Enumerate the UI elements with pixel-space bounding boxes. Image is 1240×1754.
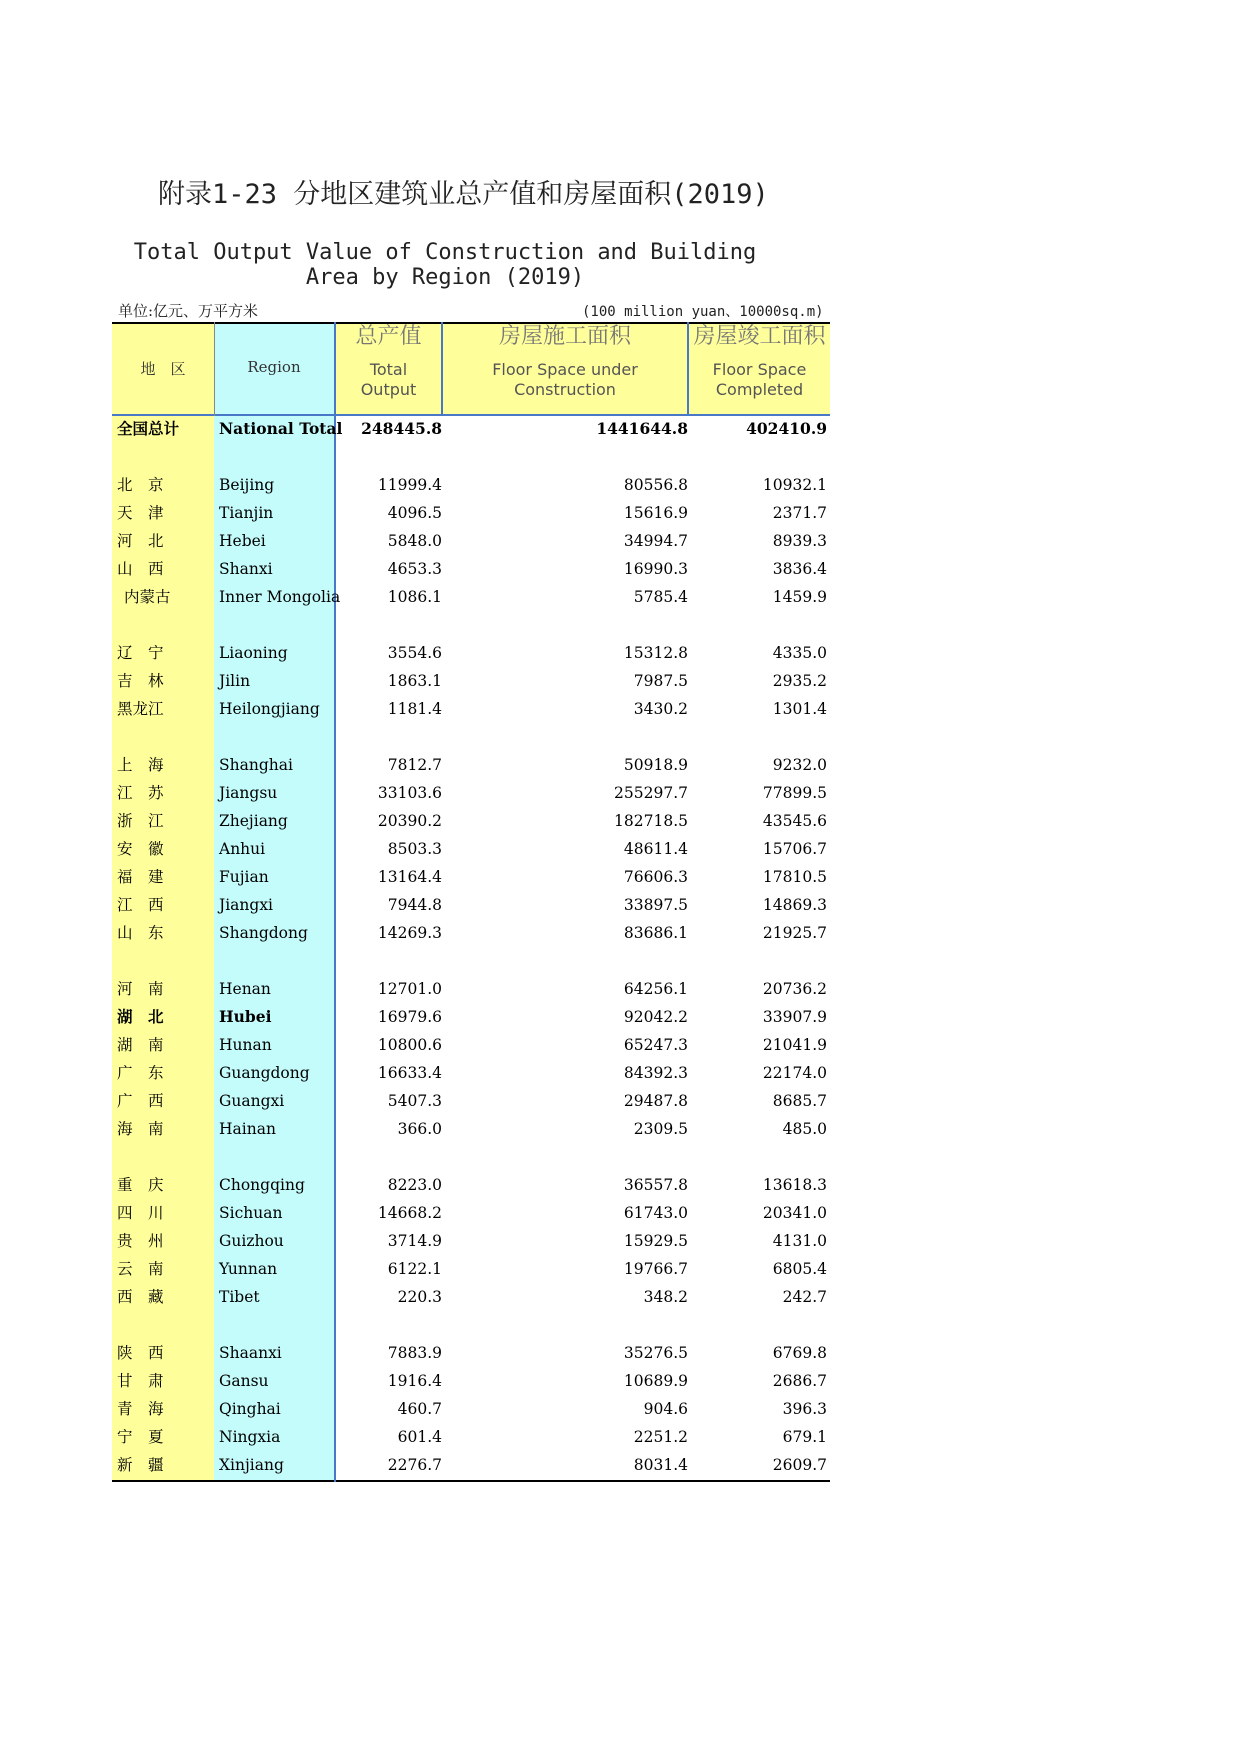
region-cn: 广 西: [117, 1092, 164, 1110]
table-row-highlighted: [112, 1003, 830, 1031]
header-output-cn: 总产值: [355, 324, 422, 349]
total-output: 460.7: [397, 1400, 442, 1418]
region-cn: 湖 北: [117, 1007, 164, 1026]
table-row: [112, 527, 830, 555]
floor-space-completed: 13618.3: [762, 1176, 827, 1194]
floor-space-construction: 2251.2: [633, 1428, 688, 1446]
region-en: Chongqing: [219, 1176, 305, 1194]
header-completed-en-line2: Completed: [715, 380, 804, 399]
region-en: Beijing: [219, 476, 275, 494]
floor-space-construction: 76606.3: [623, 868, 688, 886]
region-cn: 山 西: [117, 560, 164, 578]
total-output: 10800.6: [377, 1036, 442, 1054]
region-cn: 宁 夏: [117, 1428, 164, 1446]
region-cn: 甘 肃: [117, 1372, 164, 1390]
floor-space-completed: 242.7: [782, 1288, 827, 1306]
region-cn: 吉 林: [117, 672, 164, 690]
region-cn: 新 疆: [117, 1456, 164, 1474]
table-row: [112, 1115, 830, 1143]
floor-space-construction: 7987.5: [633, 672, 688, 690]
floor-space-completed: 2686.7: [772, 1372, 827, 1390]
region-en: Fujian: [219, 868, 269, 886]
total-output: 12701.0: [377, 980, 442, 998]
region-cn: 江 苏: [117, 784, 164, 802]
region-en: Zhejiang: [219, 812, 288, 830]
unit-label-en: (100 million yuan、10000sq.m): [582, 304, 824, 320]
floor-space-construction: 34994.7: [623, 532, 688, 550]
total-output: 1863.1: [387, 672, 442, 690]
floor-space-completed: 43545.6: [762, 812, 827, 830]
table-row: [112, 1227, 830, 1255]
region-cn: 上 海: [117, 756, 164, 774]
region-en: Hebei: [219, 532, 266, 550]
floor-space-construction: 5785.4: [633, 588, 688, 606]
region-cn: 山 东: [117, 924, 164, 942]
total-output: 5407.3: [387, 1092, 442, 1110]
floor-space-construction: 3430.2: [633, 700, 688, 718]
floor-space-completed: 9232.0: [772, 756, 827, 774]
table-row: [112, 1339, 830, 1367]
floor-space-completed: 485.0: [782, 1120, 827, 1138]
floor-space-completed: 20736.2: [762, 980, 827, 998]
floor-space-construction: 33897.5: [623, 896, 688, 914]
region-en: Jiangsu: [219, 784, 278, 802]
floor-space-construction: 10689.9: [623, 1372, 688, 1390]
total-output: 248445.8: [361, 419, 442, 438]
floor-space-completed: 21925.7: [762, 924, 827, 942]
region-en: Qinghai: [219, 1400, 281, 1418]
region-en: Guangdong: [219, 1064, 310, 1082]
region-cn: 浙 江: [117, 812, 164, 830]
total-output: 8223.0: [387, 1176, 442, 1194]
floor-space-construction: 29487.8: [623, 1092, 688, 1110]
region-cn: 湖 南: [117, 1036, 164, 1054]
header-output-en: [336, 360, 441, 400]
table-row: [112, 1451, 830, 1479]
floor-space-construction: 61743.0: [623, 1204, 688, 1222]
region-en: Liaoning: [219, 644, 288, 662]
header-construction-cn: 房屋施工面积: [498, 324, 631, 349]
total-output: 14269.3: [377, 924, 442, 942]
floor-space-completed: 14869.3: [762, 896, 827, 914]
table-row: [112, 1255, 830, 1283]
table-row: [112, 555, 830, 583]
total-output: 3714.9: [387, 1232, 442, 1250]
page-title-en-line2: Area by Region (2019): [305, 265, 585, 290]
floor-space-construction: 64256.1: [623, 980, 688, 998]
header-construction: [443, 324, 687, 400]
region-en: Henan: [219, 980, 271, 998]
region-cn: 江 西: [117, 896, 164, 914]
table-row: [112, 499, 830, 527]
unit-label-cn: 单位:亿元、万平方米: [118, 302, 259, 320]
total-output: 16979.6: [377, 1008, 442, 1026]
floor-space-construction: 8031.4: [633, 1456, 688, 1474]
total-output: 7883.9: [387, 1344, 442, 1362]
floor-space-completed: 8939.3: [772, 532, 827, 550]
total-output: 7944.8: [387, 896, 442, 914]
table-row: [112, 835, 830, 863]
total-output: 13164.4: [377, 868, 442, 886]
header-output-en-line2: Output: [360, 380, 417, 399]
table-row: [112, 863, 830, 891]
region-cn: 全国总计: [117, 419, 180, 438]
total-output: 7812.7: [387, 756, 442, 774]
table-row: [112, 919, 830, 947]
floor-space-completed: 2935.2: [772, 672, 827, 690]
floor-space-construction: 19766.7: [623, 1260, 688, 1278]
region-cn: 天 津: [117, 504, 164, 522]
total-output: 5848.0: [387, 532, 442, 550]
page-title-cn: 附录1-23 分地区建筑业总产值和房屋面积(2019): [158, 179, 769, 210]
region-cn: 青 海: [117, 1400, 164, 1418]
floor-space-completed: 679.1: [782, 1428, 827, 1446]
floor-space-completed: 402410.9: [746, 419, 827, 438]
table-row: [112, 1367, 830, 1395]
region-en: Sichuan: [219, 1204, 283, 1222]
floor-space-construction: 15312.8: [623, 644, 688, 662]
region-cn: 福 建: [117, 868, 164, 886]
region-en: Ningxia: [219, 1428, 281, 1446]
region-en: Heilongjiang: [219, 700, 320, 718]
table-row: [112, 667, 830, 695]
table-row: [112, 779, 830, 807]
floor-space-construction: 348.2: [643, 1288, 688, 1306]
table-row: [112, 1423, 830, 1451]
floor-space-construction: 36557.8: [623, 1176, 688, 1194]
header-completed-en-line1: Floor Space: [712, 360, 807, 379]
floor-space-construction: 16990.3: [623, 560, 688, 578]
floor-space-completed: 22174.0: [762, 1064, 827, 1082]
total-output: 6122.1: [387, 1260, 442, 1278]
table-row-national-total: [112, 415, 830, 443]
table-row: [112, 695, 830, 723]
region-cn: 河 南: [117, 980, 164, 998]
table-row: [112, 975, 830, 1003]
total-output: 3554.6: [387, 644, 442, 662]
region-cn: 陕 西: [117, 1344, 164, 1362]
floor-space-construction: 904.6: [643, 1400, 688, 1418]
floor-space-completed: 33907.9: [762, 1008, 827, 1026]
total-output: 220.3: [397, 1288, 442, 1306]
floor-space-construction: 83686.1: [623, 924, 688, 942]
region-cn: 黑龙江: [117, 700, 164, 718]
table-bottom-rule: [112, 1480, 830, 1482]
table-row: [112, 751, 830, 779]
region-en: Yunnan: [219, 1260, 278, 1278]
floor-space-completed: 10932.1: [762, 476, 827, 494]
region-en: Jiangxi: [219, 896, 274, 914]
region-en: Shaanxi: [219, 1344, 282, 1362]
region-cn: 北 京: [117, 476, 164, 494]
floor-space-completed: 2371.7: [772, 504, 827, 522]
floor-space-completed: 4335.0: [772, 644, 827, 662]
table-row: [112, 891, 830, 919]
floor-space-construction: 15929.5: [623, 1232, 688, 1250]
total-output: 1916.4: [387, 1372, 442, 1390]
floor-space-completed: 1459.9: [772, 588, 827, 606]
region-en: Shangdong: [219, 924, 308, 942]
region-en: Gansu: [219, 1372, 269, 1390]
floor-space-completed: 17810.5: [762, 868, 827, 886]
floor-space-completed: 20341.0: [762, 1204, 827, 1222]
region-cn: 河 北: [117, 532, 164, 550]
floor-space-construction: 255297.7: [614, 784, 688, 802]
header-output: [336, 324, 441, 400]
table-row: [112, 807, 830, 835]
region-en: Anhui: [219, 840, 266, 858]
floor-space-construction: 2309.5: [633, 1120, 688, 1138]
region-en: Hubei: [219, 1007, 272, 1026]
total-output: 4653.3: [387, 560, 442, 578]
header-region-cn: 地 区: [140, 360, 186, 378]
total-output: 8503.3: [387, 840, 442, 858]
region-en: Tianjin: [219, 504, 274, 522]
region-en: Guangxi: [219, 1092, 285, 1110]
total-output: 1181.4: [387, 700, 442, 718]
total-output: 601.4: [397, 1428, 442, 1446]
header-construction-en: [443, 360, 687, 400]
floor-space-completed: 396.3: [782, 1400, 827, 1418]
header-completed: [689, 324, 830, 400]
floor-space-construction: 65247.3: [623, 1036, 688, 1054]
table-row: [112, 1171, 830, 1199]
floor-space-construction: 35276.5: [623, 1344, 688, 1362]
floor-space-construction: 92042.2: [623, 1008, 688, 1026]
region-cn: 西 藏: [117, 1288, 164, 1306]
region-en: Shanxi: [219, 560, 273, 578]
region-en: Xinjiang: [219, 1456, 284, 1474]
page-title-en-line1: Total Output Value of Construction and Building: [133, 240, 757, 265]
header-completed-en: [689, 360, 830, 400]
region-cn: 安 徽: [117, 840, 164, 858]
floor-space-completed: 21041.9: [762, 1036, 827, 1054]
region-en: Hunan: [219, 1036, 272, 1054]
region-cn: 贵 州: [117, 1232, 164, 1250]
total-output: 16633.4: [377, 1064, 442, 1082]
total-output: 20390.2: [377, 812, 442, 830]
floor-space-completed: 6769.8: [772, 1344, 827, 1362]
floor-space-construction: 1441644.8: [596, 419, 688, 438]
page-title-en: [130, 240, 760, 290]
region-cn: 重 庆: [117, 1176, 164, 1194]
region-en: Jilin: [219, 672, 251, 690]
floor-space-completed: 3836.4: [772, 560, 827, 578]
table-row: [112, 1087, 830, 1115]
region-en: Shanghai: [219, 756, 293, 774]
floor-space-construction: 84392.3: [623, 1064, 688, 1082]
header-completed-cn: 房屋竣工面积: [693, 324, 826, 349]
floor-space-construction: 15616.9: [623, 504, 688, 522]
region-cn: 广 东: [117, 1064, 164, 1082]
total-output: 366.0: [397, 1120, 442, 1138]
region-en: Tibet: [219, 1288, 260, 1306]
total-output: 4096.5: [387, 504, 442, 522]
table-row: [112, 1199, 830, 1227]
region-en: Guizhou: [219, 1232, 284, 1250]
floor-space-completed: 4131.0: [772, 1232, 827, 1250]
header-construction-en-line2: Construction: [514, 380, 616, 399]
floor-space-construction: 50918.9: [623, 756, 688, 774]
floor-space-completed: 77899.5: [762, 784, 827, 802]
floor-space-completed: 8685.7: [772, 1092, 827, 1110]
table-row: [112, 1059, 830, 1087]
total-output: 2276.7: [387, 1456, 442, 1474]
table-row: [112, 639, 830, 667]
floor-space-construction: 80556.8: [623, 476, 688, 494]
floor-space-completed: 15706.7: [762, 840, 827, 858]
floor-space-completed: 6805.4: [772, 1260, 827, 1278]
total-output: 11999.4: [377, 476, 442, 494]
table-row: [112, 471, 830, 499]
header-construction-en-line1: Floor Space under: [492, 360, 638, 379]
total-output: 1086.1: [387, 588, 442, 606]
region-en: Inner Mongolia: [219, 588, 341, 606]
region-cn: 辽 宁: [117, 644, 164, 662]
floor-space-construction: 182718.5: [614, 812, 688, 830]
region-cn: 内蒙古: [124, 588, 171, 606]
floor-space-construction: 48611.4: [623, 840, 688, 858]
total-output: 33103.6: [377, 784, 442, 802]
region-cn: 四 川: [117, 1204, 164, 1222]
floor-space-completed: 2609.7: [772, 1456, 827, 1474]
table-row: [112, 583, 830, 611]
floor-space-completed: 1301.4: [772, 700, 827, 718]
table-row: [112, 1031, 830, 1059]
data-table: [112, 322, 830, 1482]
table-row: [112, 1395, 830, 1423]
total-output: 14668.2: [377, 1204, 442, 1222]
region-cn: 云 南: [117, 1260, 164, 1278]
region-en: Hainan: [219, 1120, 276, 1138]
header-output-en-line1: Total: [369, 360, 408, 379]
region-cn: 海 南: [117, 1120, 164, 1138]
header-region-en: Region: [247, 358, 301, 376]
table-row: [112, 1283, 830, 1311]
region-en: National Total: [219, 419, 343, 438]
